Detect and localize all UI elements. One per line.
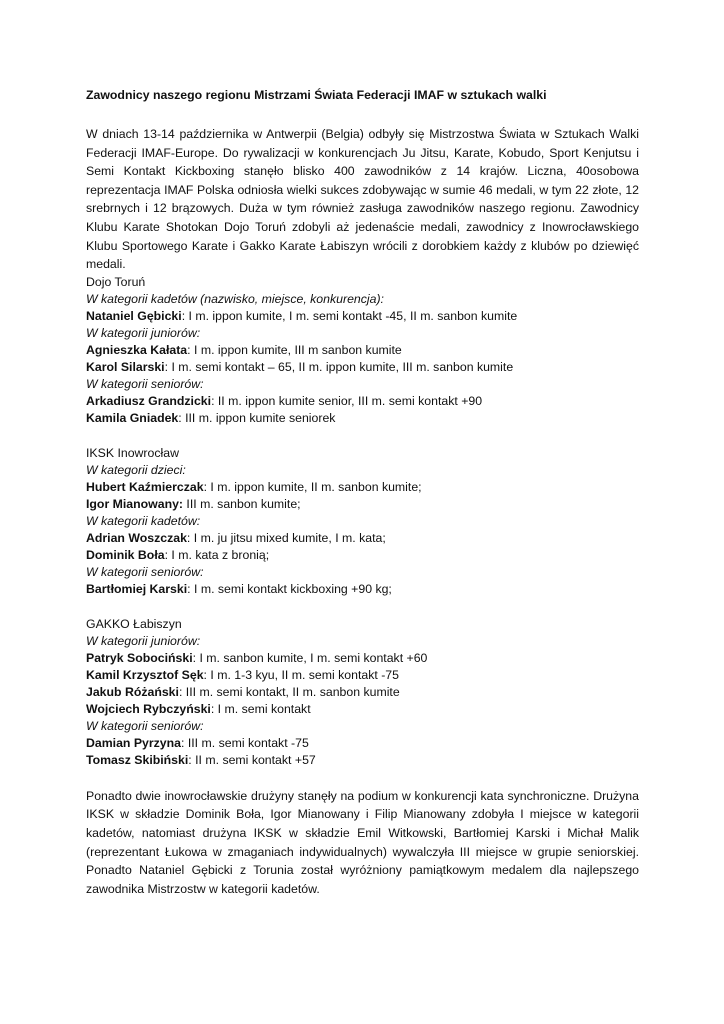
category-heading: W kategorii juniorów: — [86, 325, 201, 340]
athlete-medals: : I m. ippon kumite, II m. sanbon kumite; — [203, 479, 422, 494]
athlete-result — [86, 701, 639, 718]
athlete-result — [86, 496, 639, 513]
club-section — [86, 274, 639, 427]
athlete-name: Bartłomiej Karski — [86, 581, 188, 596]
athlete-medals: : I m. ju jitsu mixed kumite, I m. kata; — [186, 530, 386, 545]
club-results — [86, 274, 639, 769]
athlete-name: Karol Silarski — [86, 359, 165, 374]
category-heading: W kategorii seniorów: — [86, 718, 204, 733]
category-heading: W kategorii kadetów: — [86, 513, 201, 528]
athlete-result — [86, 359, 639, 376]
club-name: IKSK Inowrocław — [86, 445, 179, 460]
athlete-result — [86, 547, 639, 564]
intro-paragraph: W dniach 13-14 października w Antwerpii (Belgia) odbyły się Mistrzostwa Świata w Sztukach Walki Federacji IMAF-Europe. Do rywalizacji w konkurencjach Ju Jitsu, Karate, Kobudo, Sport Kenjutsu i Semi Kontakt Kickboxing stanęło blisko 400 zawodników z 14 krajów. Liczna, 40osobowa reprezentacja IMAF Polska odniosła wielki sukces zdobywając w sumie 46 medali, w tym 22 złote, 12 srebrnych i 12 brązowych. Duża w tym również zasługa zawodników naszego regionu. Zawodnicy Klubu Karate Shotokan Dojo Toruń zdobyli aż jedenaście medali, zawodnicy z Inowrocławskiego Klubu Sportowego Karate i Gakko Karate Łabiszyn wrócili z dorobkiem każdy z klubów po dziewięć medali. — [86, 127, 639, 272]
athlete-name: Tomasz Skibiński — [86, 752, 189, 767]
athlete-result — [86, 735, 639, 752]
athlete-result — [86, 684, 639, 701]
category-heading: W kategorii seniorów: — [86, 376, 204, 391]
athlete-name: Dominik Boła — [86, 547, 165, 562]
category-heading: W kategorii juniorów: — [86, 633, 201, 648]
closing-paragraph: Ponadto dwie inowrocławskie drużyny stanęły na podium w konkurencji kata synchroniczne. Drużyna IKSK w składzie Dominik Boła, Igor Mianowany i Filip Mianowany zdobyła I miejsce w kategorii kadetów, natomiast drużyna IKSK w składzie Emil Witkowski, Bartłomiej Karski i Michał Malik (reprezentant Łukowa w zmaganiach indywidualnych) wywalczyła III miejsce w grupie seniorskiej. Ponadto Nataniel Gębicki z Torunia został wyróżniony pamiątkowym medalem dla najlepszego zawodnika Mistrzostw w kategorii kadetów. — [86, 788, 639, 896]
athlete-name: Arkadiusz Grandzicki — [86, 393, 212, 408]
document-content — [86, 86, 639, 898]
club-section — [86, 445, 639, 598]
category-heading: W kategorii kadetów (nazwisko, miejsce, konkurencja): — [86, 291, 384, 306]
athlete-medals: III m. sanbon kumite; — [183, 496, 301, 511]
athlete-result — [86, 752, 639, 769]
athlete-name: Jakub Różański — [86, 684, 179, 699]
athlete-medals: : II m. ippon kumite senior, III m. semi kontakt +90 — [211, 393, 483, 408]
athlete-result — [86, 342, 639, 359]
athlete-medals: : I m. kata z bronią; — [164, 547, 270, 562]
club-name: GAKKO Łabiszyn — [86, 616, 182, 631]
club-name: Dojo Toruń — [86, 274, 146, 289]
athlete-medals: : III m. semi kontakt -75 — [181, 735, 309, 750]
article-title: Zawodnicy naszego regionu Mistrzami Świata Federacji IMAF w sztukach walki — [86, 88, 547, 102]
athlete-name: Kamil Krzysztof Sęk — [86, 667, 204, 682]
athlete-name: Hubert Kaźmierczak — [86, 479, 204, 494]
athlete-name: Damian Pyrzyna — [86, 735, 182, 750]
athlete-name: Kamila Gniadek — [86, 410, 179, 425]
athlete-result — [86, 581, 639, 598]
athlete-medals: : I m. ippon kumite, I m. semi kontakt -45, II m. sanbon kumite — [181, 308, 518, 323]
athlete-medals: : I m. 1-3 kyu, II m. semi kontakt -75 — [203, 667, 399, 682]
athlete-name: Patryk Sobociński — [86, 650, 193, 665]
athlete-name: Nataniel Gębicki — [86, 308, 182, 323]
athlete-medals: : III m. semi kontakt, II m. sanbon kumite — [178, 684, 400, 699]
athlete-medals: : I m. sanbon kumite, I m. semi kontakt +60 — [192, 650, 428, 665]
athlete-medals: : I m. semi kontakt — [210, 701, 311, 716]
athlete-result — [86, 308, 639, 325]
athlete-result — [86, 530, 639, 547]
athlete-result — [86, 650, 639, 667]
athlete-medals: : I m. semi kontakt kickboxing +90 kg; — [187, 581, 392, 596]
athlete-result — [86, 479, 639, 496]
athlete-name: Agnieszka Kałata — [86, 342, 188, 357]
athlete-medals: : II m. semi kontakt +57 — [188, 752, 316, 767]
athlete-medals: : III m. ippon kumite seniorek — [178, 410, 336, 425]
athlete-result — [86, 410, 639, 427]
category-heading: W kategorii dzieci: — [86, 462, 186, 477]
club-section — [86, 616, 639, 769]
athlete-name: Igor Mianowany: — [86, 496, 184, 511]
category-heading: W kategorii seniorów: — [86, 564, 204, 579]
athlete-result — [86, 393, 639, 410]
athlete-medals: : I m. ippon kumite, III m sanbon kumite — [187, 342, 402, 357]
athlete-name: Adrian Woszczak — [86, 530, 187, 545]
athlete-name: Wojciech Rybczyński — [86, 701, 211, 716]
athlete-result — [86, 667, 639, 684]
athlete-medals: : I m. semi kontakt – 65, II m. ippon kumite, III m. sanbon kumite — [164, 359, 514, 374]
